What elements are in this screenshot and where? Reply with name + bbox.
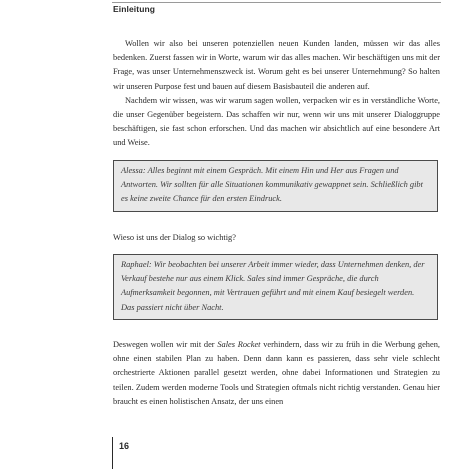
intro-text (113, 37, 440, 151)
body-paragraph (113, 338, 440, 409)
header-rule (112, 2, 441, 3)
question-text (113, 231, 440, 245)
dialog-quote-box (113, 254, 438, 320)
paragraph-text: verhindern, dass wir zu früh in die Werbung gehen, ohne einen stabilen Plan zu haben. Denn dann kann es passieren, dass sehr viele schlecht orchestrierte Aktionen parallel gesetzt werden, ohne dabei Informationen und Strategien zu teilen. Zudem werden moderne Tools und Strategien oftmals nicht richtig verstanden. Genau hier braucht es einen holistischen Ansatz, der uns einen (113, 340, 440, 406)
quote-text: Raphael: Wir beobachten bei unserer Arbeit immer wieder, dass Unternehmen denken, der Verkauf bestehe nur aus einem Klick. Sales sind immer Gespräche, die durch Aufmerksamkeit begonnen, mit Vertrauen geführt und mit einem Kauf besiegelt werden. Das passiert nicht über Nacht. (121, 260, 425, 312)
closing-text (113, 338, 440, 409)
sales-rocket-emphasis: Sales Rocket (217, 340, 261, 349)
dialog-quote-box (113, 160, 438, 212)
quote-text: Alessa: Alles beginnt mit einem Gespräch. Mit einem Hin und Her aus Fragen und Antworten. Wir sollten für alle Situationen kommunikativ gewappnet sein. Schließlich gibt es keine zweite Chance für den ersten Eindruck. (121, 166, 423, 204)
body-paragraph: Wollen wir also bei unseren potenziellen neuen Kunden landen, müssen wir das alles bedenken. Zuerst fassen wir in Worte, warum wir das alles machen. Wir beschäftigen uns mit der Frage, was unser Unternehmenszweck ist. Worum geht es bei unserer Unternehmung? So halten wir unseren Purpose fest und bauen auf diesem Basisbauteil die anderen auf. (113, 39, 440, 91)
paragraph-text: Deswegen wollen wir mit der (113, 340, 218, 349)
question-line: Wieso ist uns der Dialog so wichtig? (113, 233, 236, 242)
page-number-rule (112, 437, 113, 469)
running-head: Einleitung (113, 4, 156, 14)
page-number: 16 (119, 441, 130, 451)
body-paragraph: Nachdem wir wissen, was wir warum sagen wollen, verpacken wir es in verständliche Worte, die unser Gegenüber begeistern. Das schaffen wir nur, wenn wir uns mit unserer Dialoggruppe beschäftigen, sie fast schon erforschen. Und das machen wir absichtlich auf eine besondere Art und Weise. (113, 95, 440, 148)
